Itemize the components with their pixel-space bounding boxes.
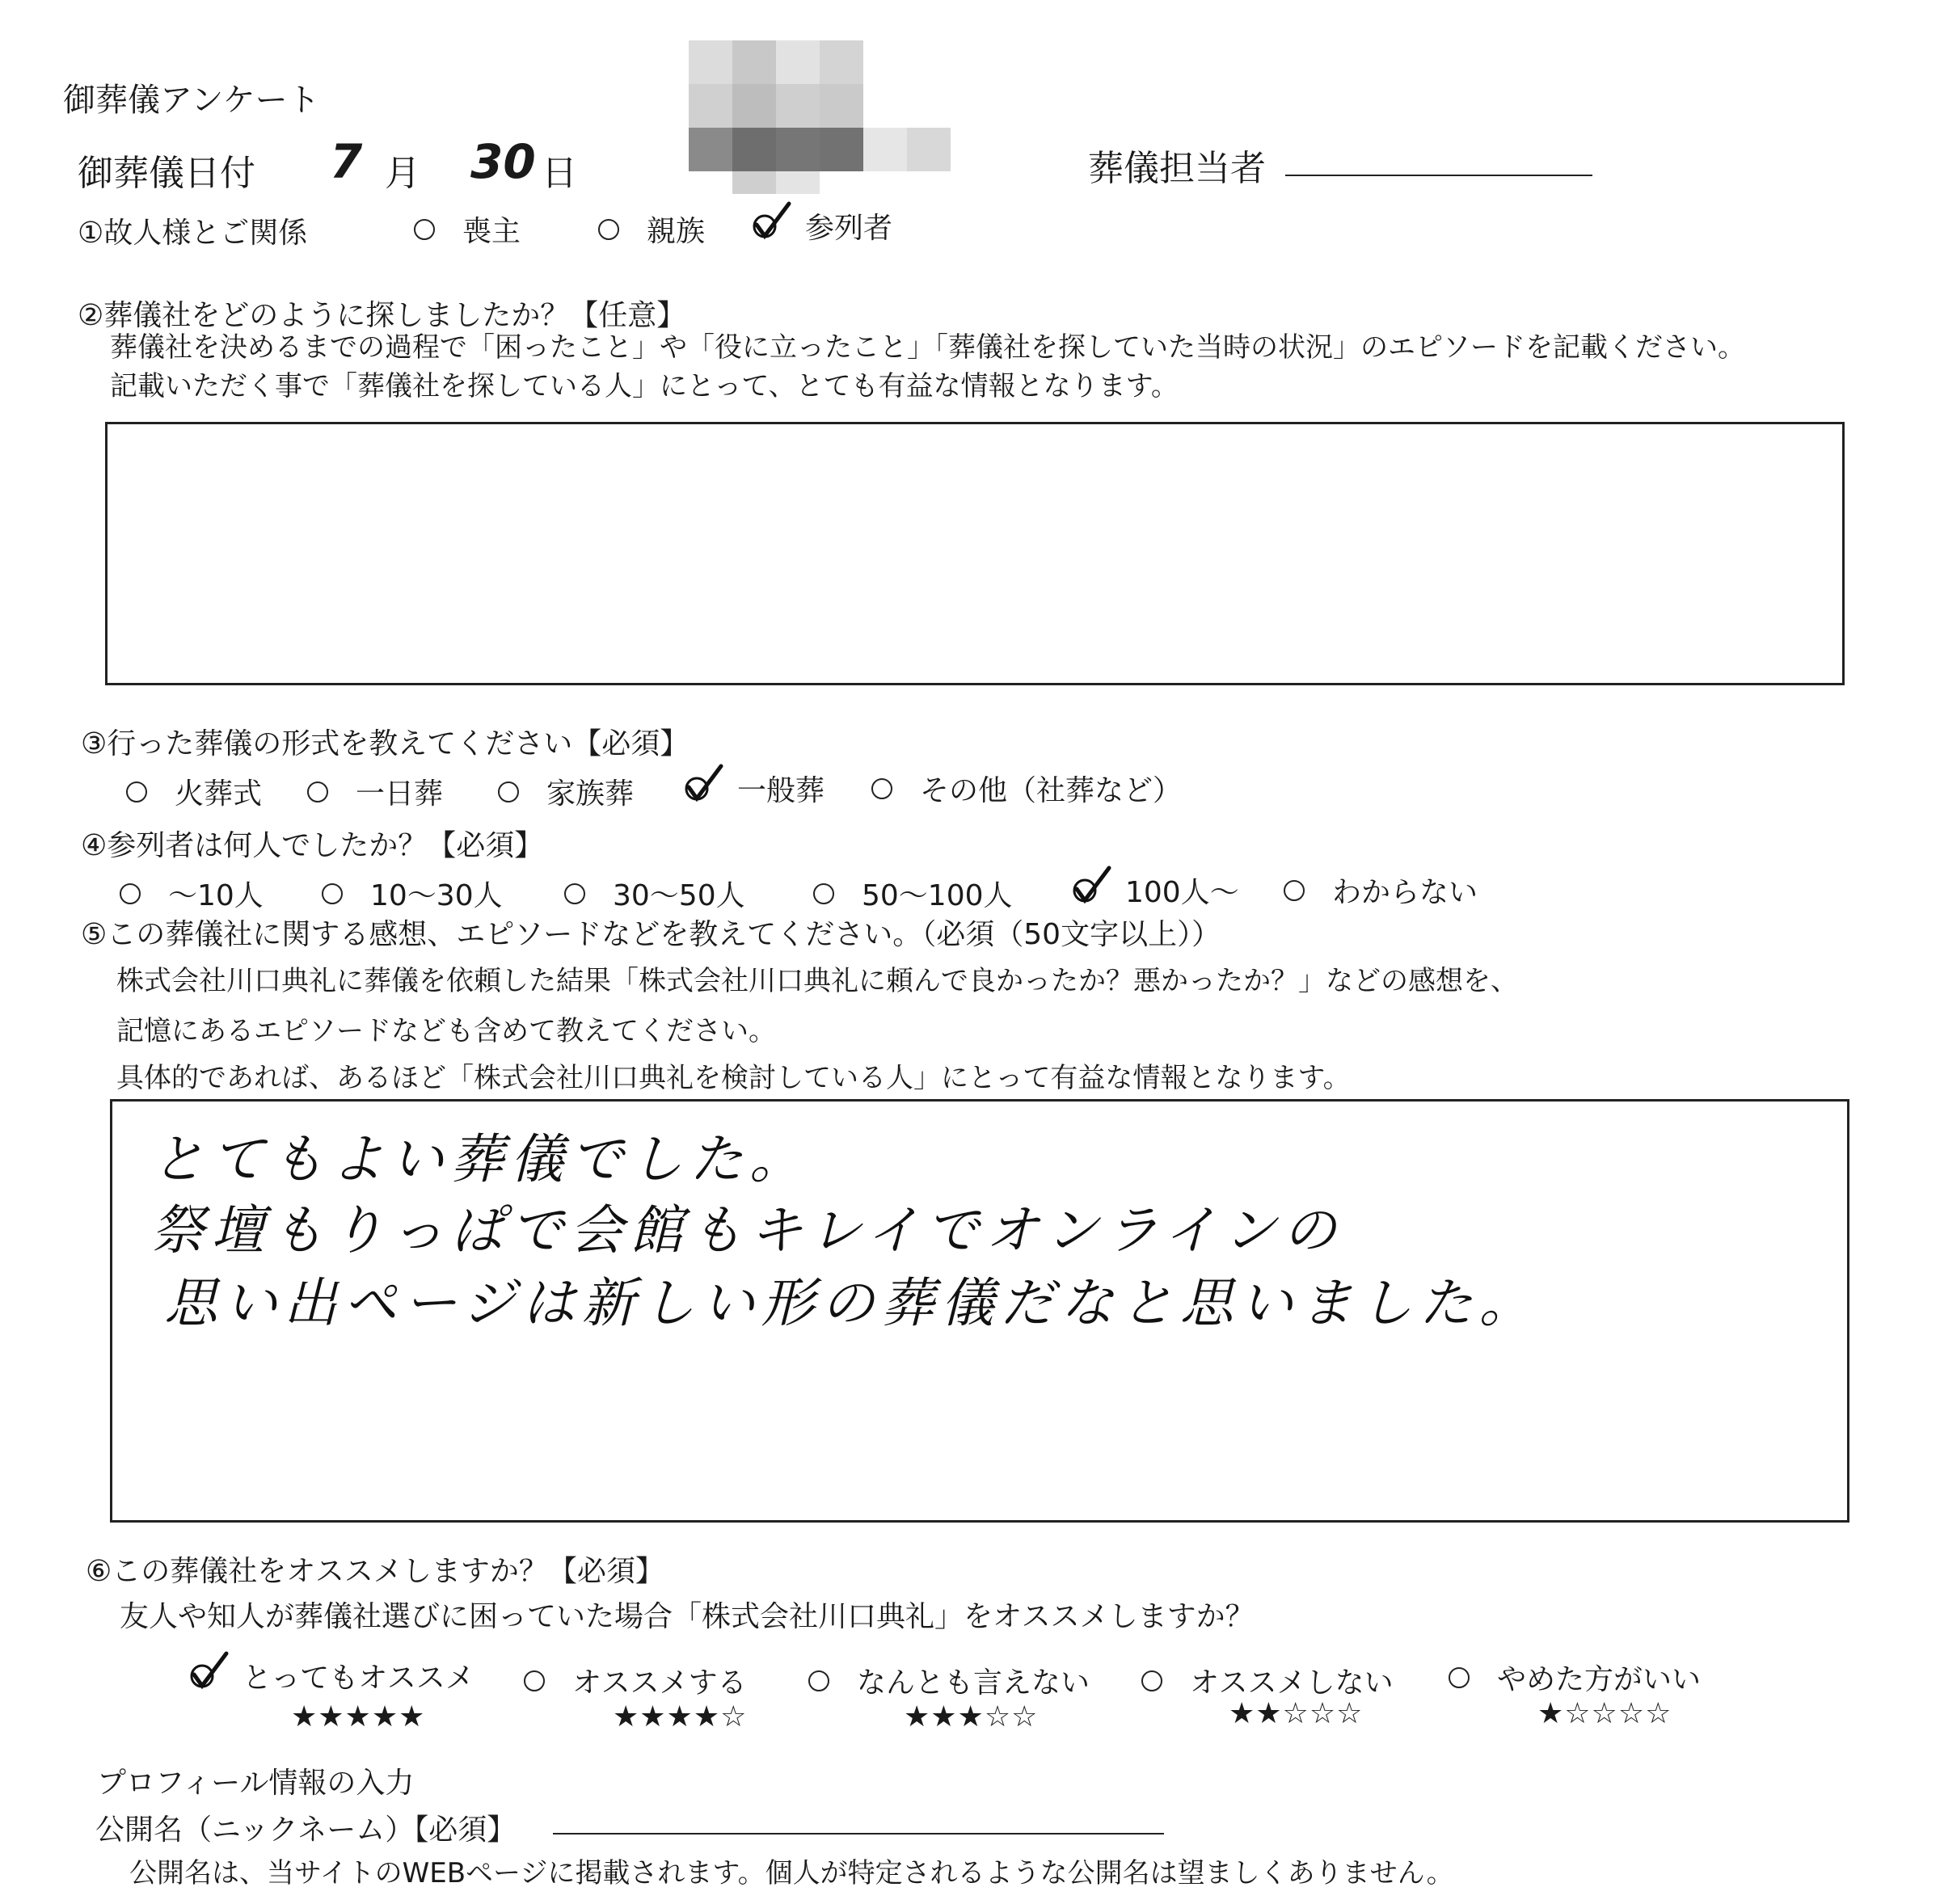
radio-circle-icon[interactable] — [322, 883, 343, 904]
q4-option-label: 10～30人 — [370, 879, 503, 912]
form-title: 御葬儀アンケート — [63, 82, 320, 119]
q5-description-3: 具体的であれば、あるほど「株式会社川口典礼を検討している人」にとって有益な情報となります。 — [116, 1062, 1351, 1094]
q5-label: ⑤この葬儀社に関する感想、エピソードなどを教えてください。（必須（50文字以上）） — [81, 918, 1221, 951]
four-star-rating-icon: ★★★★☆ — [613, 1700, 748, 1733]
q6-option-label: オススメしない — [1190, 1666, 1394, 1700]
q4-option-label: 100人～ — [1125, 876, 1239, 909]
q6-option-neutral[interactable] — [808, 1660, 1090, 1701]
checkmark-icon[interactable] — [752, 210, 784, 242]
q2-description-1: 葬儀社を決めるまでの過程で「困ったこと」や「役に立ったこと」「葬儀社を探していた当時の状況」のエピソードを記載ください。 — [110, 331, 1745, 364]
nickname-note: 公開名は、当サイトのWEBページに掲載されます。個人が特定されるような公開名は望ましくありません。 — [129, 1857, 1454, 1889]
q5-answer-box[interactable] — [110, 1099, 1849, 1523]
day-value[interactable]: 30 — [470, 134, 536, 189]
three-star-rating-icon: ★★★☆☆ — [904, 1700, 1039, 1733]
q3-option-one-day[interactable] — [307, 771, 443, 812]
q2-description-2: 記載いただく事で「葬儀社を探している人」にとって、とても有益な情報となります。 — [110, 370, 1179, 402]
q6-option-highly-recommend[interactable] — [189, 1655, 474, 1696]
q4-option-label: わからない — [1332, 876, 1478, 909]
q1-option-attendee[interactable] — [752, 205, 892, 246]
radio-circle-icon[interactable] — [120, 883, 141, 904]
month-unit: 月 — [385, 153, 420, 194]
q6-option-recommend[interactable] — [524, 1660, 747, 1701]
q4-option-50-100[interactable] — [813, 873, 1013, 914]
q5-answer-line-3: 思い出ページは新しい形の葬儀だなと思いました。 — [164, 1272, 1539, 1334]
q1-option-label: 参列者 — [805, 212, 893, 245]
q6-option-label: とってもオススメ — [242, 1662, 474, 1695]
q6-option-label: なんとも言えない — [857, 1666, 1090, 1700]
day-unit: 日 — [542, 153, 577, 194]
radio-circle-icon[interactable] — [598, 219, 619, 240]
q1-option-label: 親族 — [647, 215, 706, 248]
q3-option-other[interactable] — [871, 768, 1182, 809]
q6-option-avoid[interactable] — [1449, 1657, 1701, 1698]
q3-option-general[interactable] — [684, 768, 824, 809]
q2-label: ②葬儀社をどのように探しましたか？【任意】 — [78, 299, 686, 332]
q3-option-family[interactable] — [498, 771, 634, 812]
staff-input-line[interactable] — [1285, 175, 1592, 176]
date-label: 御葬儀日付 — [78, 153, 255, 194]
q3-option-label: その他（社葬など） — [920, 774, 1183, 807]
checkmark-icon[interactable] — [189, 1660, 221, 1692]
radio-circle-icon[interactable] — [1141, 1670, 1162, 1691]
profile-heading: プロフィール情報の入力 — [97, 1767, 415, 1800]
radio-circle-icon[interactable] — [1449, 1667, 1470, 1688]
radio-circle-icon[interactable] — [871, 778, 892, 799]
q4-label: ④参列者は何人でしたか？【必須】 — [81, 829, 544, 862]
q5-answer-line-2: 祭壇もりっぱで会館もキレイでオンラインの — [151, 1199, 1343, 1262]
radio-circle-icon[interactable] — [126, 781, 147, 802]
q3-option-label: 火葬式 — [175, 777, 263, 811]
q4-option-unknown[interactable] — [1284, 870, 1478, 911]
q3-option-label: 一般葬 — [737, 774, 825, 807]
radio-circle-icon[interactable] — [808, 1670, 829, 1691]
q6-option-label: やめた方がいい — [1497, 1663, 1702, 1696]
radio-circle-icon[interactable] — [813, 883, 834, 904]
q1-option-label: 喪主 — [462, 215, 521, 248]
staff-label: 葬儀担当者 — [1088, 148, 1266, 189]
radio-circle-icon[interactable] — [307, 781, 328, 802]
five-star-rating-icon: ★★★★★ — [291, 1700, 426, 1733]
q2-answer-box[interactable] — [105, 422, 1845, 685]
checkmark-icon[interactable] — [1072, 874, 1104, 907]
q4-option-under-10[interactable] — [120, 873, 264, 914]
nickname-label: 公開名（ニックネーム）【必須】 — [95, 1813, 517, 1847]
q1-option-chief-mourner[interactable] — [414, 209, 521, 250]
radio-circle-icon[interactable] — [524, 1670, 545, 1691]
radio-circle-icon[interactable] — [414, 219, 435, 240]
two-star-rating-icon: ★★☆☆☆ — [1229, 1697, 1364, 1730]
q6-description: 友人や知人が葬儀社選びに困っていた場合「株式会社川口典礼」をオススメしますか？ — [120, 1600, 1255, 1633]
radio-circle-icon[interactable] — [564, 883, 585, 904]
redacted-name-mosaic — [689, 40, 949, 194]
q3-option-cremation[interactable] — [126, 771, 262, 812]
q4-option-10-30[interactable] — [322, 873, 503, 914]
q3-label: ③行った葬儀の形式を教えてください【必須】 — [81, 727, 690, 760]
radio-circle-icon[interactable] — [1284, 880, 1305, 901]
q4-option-over-100[interactable] — [1072, 870, 1239, 911]
nickname-input-line[interactable] — [553, 1833, 1164, 1834]
q1-label: ①故人様とご関係 — [78, 217, 308, 250]
checkmark-icon[interactable] — [684, 773, 716, 805]
q3-option-label: 一日葬 — [356, 777, 444, 811]
q1-option-relative[interactable] — [598, 209, 705, 250]
q6-option-not-recommend[interactable] — [1141, 1660, 1394, 1701]
q6-option-label: オススメする — [572, 1666, 747, 1700]
q4-option-label: 50～100人 — [862, 879, 1013, 912]
month-value[interactable]: 7 — [330, 134, 363, 189]
q5-description-1: 株式会社川口典礼に葬儀を依頼した結果「株式会社川口典礼に頼んで良かったか？悪かったか？」などの感想を、 — [116, 965, 1518, 997]
q6-label: ⑥この葬儀社をオススメしますか？【必須】 — [86, 1555, 664, 1588]
q4-option-30-50[interactable] — [564, 873, 745, 914]
q4-option-label: ～10人 — [168, 879, 264, 912]
q5-answer-line-1: とてもよい葬儀でした。 — [151, 1128, 809, 1190]
radio-circle-icon[interactable] — [498, 781, 519, 802]
q4-option-label: 30～50人 — [613, 879, 745, 912]
q5-description-2: 記憶にあるエピソードなども含めて教えてください。 — [116, 1015, 776, 1047]
q3-option-label: 家族葬 — [546, 777, 635, 811]
one-star-rating-icon: ★☆☆☆☆ — [1537, 1697, 1672, 1730]
